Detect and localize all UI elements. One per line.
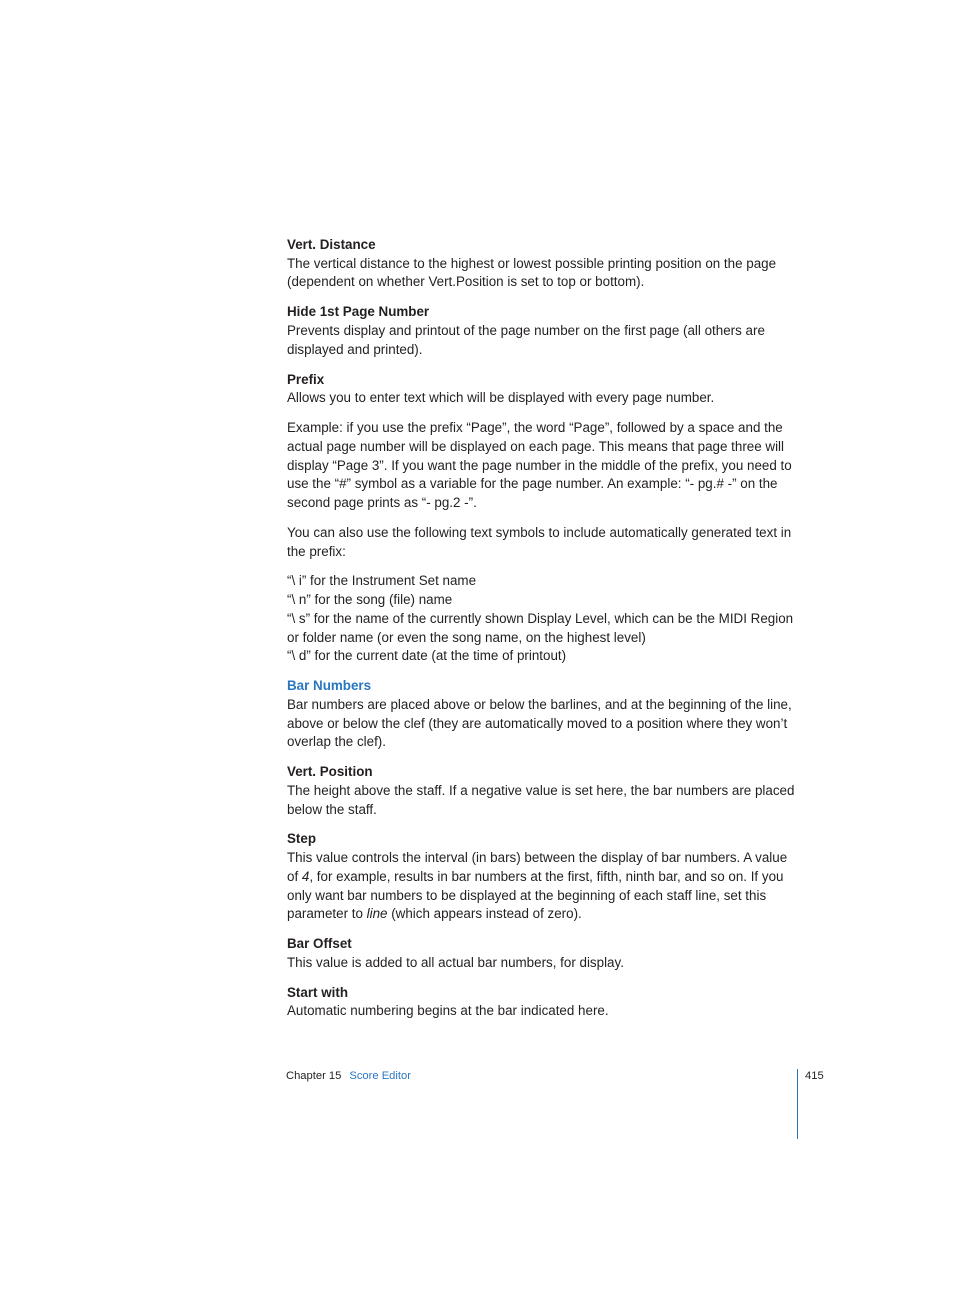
prefix-body: Allows you to enter text which will be displayed with every page number.: [287, 390, 715, 406]
symbol-song-name: “\ n” for the song (file) name: [287, 592, 453, 608]
prefix-section: [287, 371, 799, 408]
vert-position-heading: Vert. Position: [287, 764, 373, 780]
page-content: [287, 236, 799, 1032]
step-value-example: 4: [301, 868, 310, 884]
bar-offset-heading: Bar Offset: [287, 936, 352, 952]
hide-first-page-number-body: Prevents display and printout of the page number on the first page (all others are displayed and printed).: [287, 323, 765, 357]
footer-divider: [797, 1069, 798, 1139]
chapter-label: Chapter 15: [286, 1070, 342, 1082]
symbol-instrument-set: “\ i” for the Instrument Set name: [287, 573, 477, 589]
hide-first-page-number-section: [287, 303, 799, 359]
vert-distance-section: [287, 236, 799, 292]
bar-numbers-body: Bar numbers are placed above or below the barlines, and at the beginning of the line, above or below the clef (they are automatically moved to a position where they won’t overlap the clef).: [287, 696, 792, 750]
vert-position-section: [287, 763, 799, 819]
symbol-current-date: “\ d” for the current date (at the time of printout): [287, 648, 567, 664]
start-with-heading: Start with: [287, 984, 349, 1000]
vert-distance-heading: Vert. Distance: [287, 237, 376, 252]
step-line-keyword: line: [366, 906, 388, 922]
prefix-symbols-intro: You can also use the following text symbols to include automatically generated text in the prefix:: [287, 524, 792, 559]
start-with-body: Automatic numbering begins at the bar indicated here.: [287, 1003, 609, 1019]
bar-offset-section: [287, 935, 799, 972]
step-heading: Step: [287, 831, 317, 847]
step-body-part-3: (which appears instead of zero).: [387, 906, 582, 922]
prefix-heading: Prefix: [287, 371, 325, 387]
prefix-example: Example: if you use the prefix “Page”, the word “Page”, followed by a space and the actual page number will be displayed on each page. This means that page three will display “Page 3”. If you want the page number in the middle of the prefix, you need to use the “#” symbol as a variable for the page number. An example: “- pg.# -” on the second page prints as “- pg.2 -”.: [287, 420, 792, 510]
bar-numbers-heading: Bar Numbers: [287, 678, 372, 694]
step-body-part-2: , for example, results in bar numbers at the first, fifth, ninth bar, and so on. If you only want bar numbers to be displayed at the beginning of each staff line, set this parameter to: [287, 868, 784, 922]
step-section: [287, 830, 799, 924]
hide-first-page-number-heading: Hide 1st Page Number: [287, 304, 430, 320]
step-body: [287, 849, 799, 924]
prefix-symbols-list: [287, 572, 799, 666]
page-number: 415: [805, 1070, 824, 1082]
start-with-section: [287, 984, 799, 1021]
symbol-display-level: “\ s” for the name of the currently shown Display Level, which can be the MIDI Region or folder name (or even the song name, on the highest level): [287, 610, 794, 645]
chapter-title-link[interactable]: Score Editor: [349, 1070, 411, 1082]
step-body-part-1: This value controls the interval (in bars) between the display of bar numbers. A value of: [287, 850, 788, 884]
bar-numbers-section: [287, 677, 799, 752]
vert-position-body: The height above the staff. If a negative value is set here, the bar numbers are placed below the staff.: [287, 782, 795, 817]
bar-offset-body: This value is added to all actual bar numbers, for display.: [287, 954, 624, 970]
page-footer: [286, 1070, 411, 1082]
vert-distance-body: The vertical distance to the highest or lowest possible printing position on the page (dependent on whether Vert.Position is set to top or bottom).: [287, 255, 777, 290]
